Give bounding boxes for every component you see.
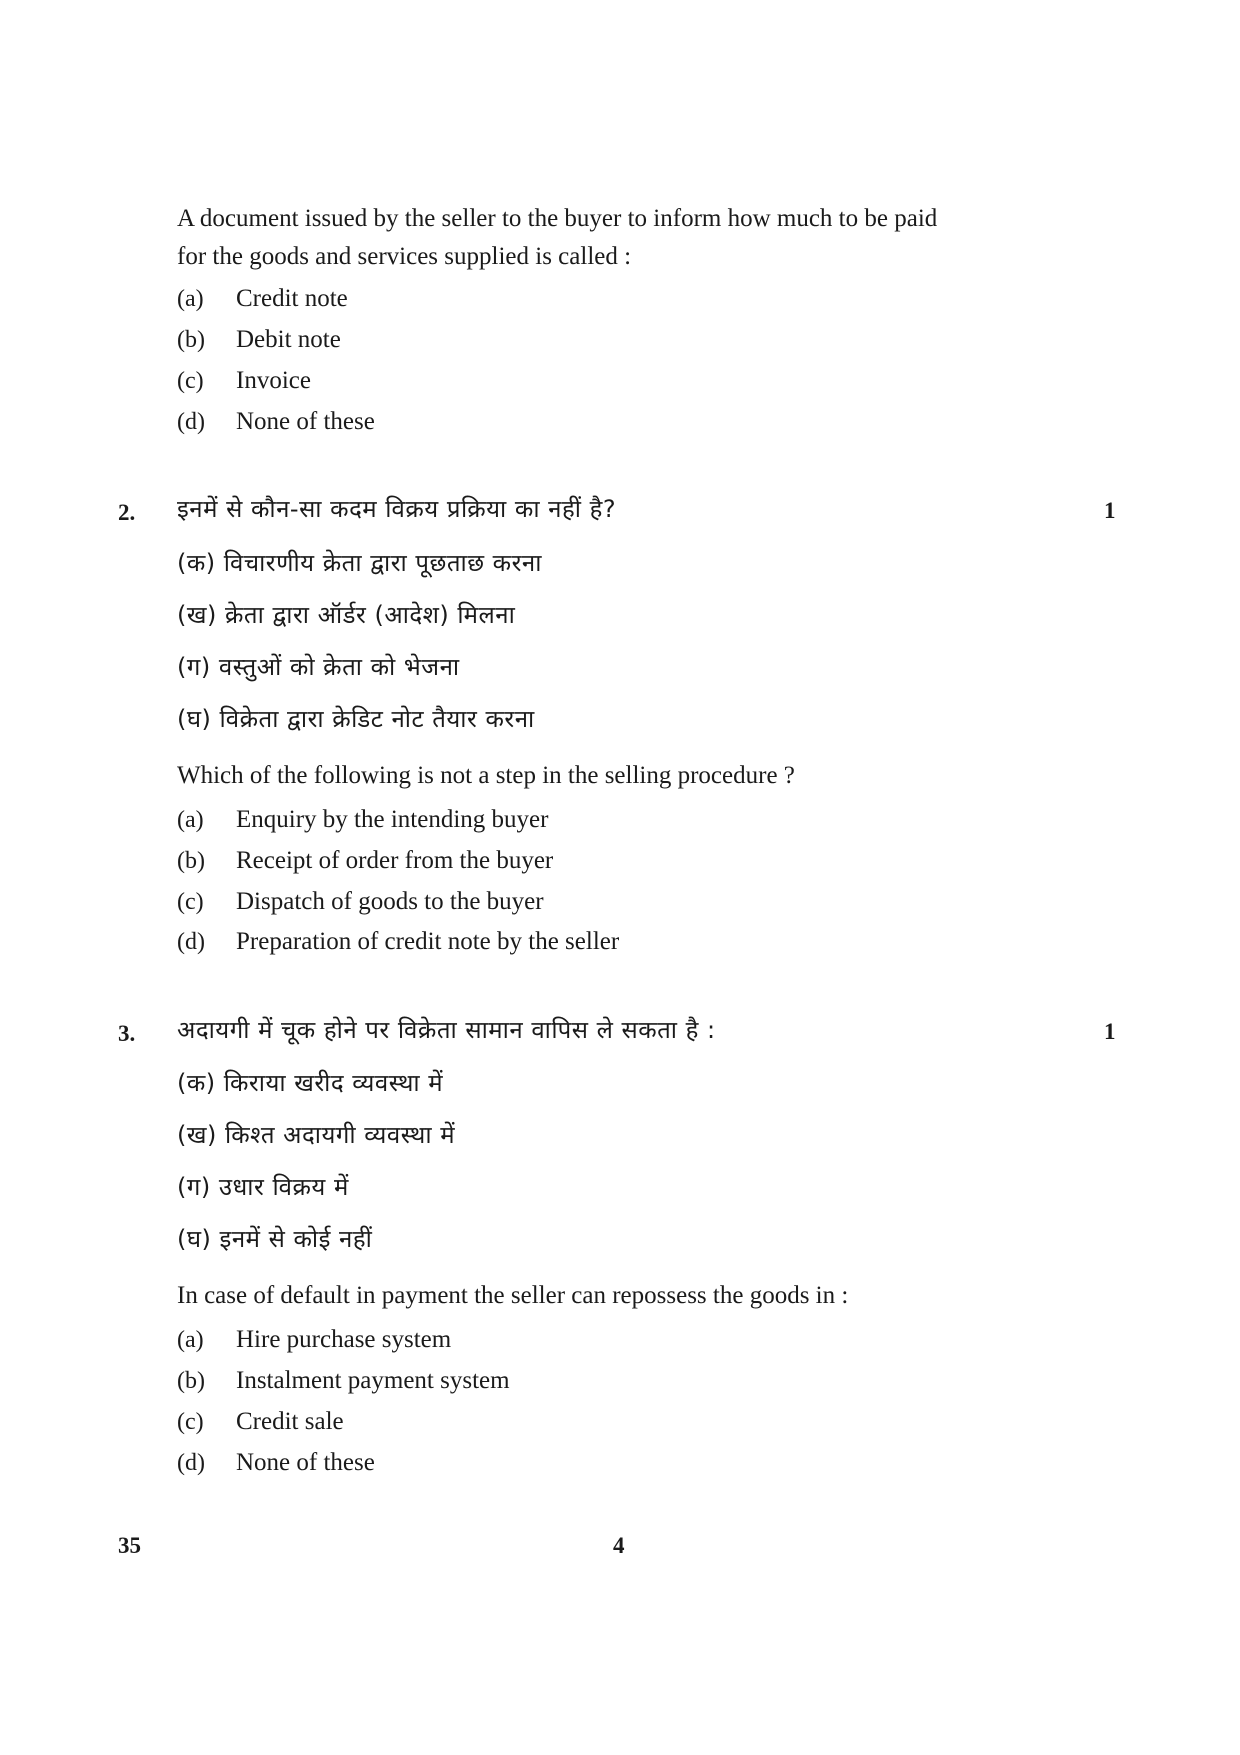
q3-option-a-text: Hire purchase system [236, 1326, 452, 1353]
q3-option-d-label: (d) [177, 1450, 205, 1476]
q2-option-d-text: Preparation of credit note by the seller [236, 928, 620, 955]
q2-option-c-text: Dispatch of goods to the buyer [236, 888, 544, 915]
q3-option-d-text: None of these [236, 1449, 375, 1476]
q3-hindi-text: अदायगी में चूक होने पर विक्रेता सामान वापिस ले सकता है : [177, 1016, 716, 1044]
q3-number: 3. [118, 1021, 136, 1046]
q1-option-c-label: (c) [177, 368, 204, 394]
q1-text-line1: A document issued by the seller to the buyer to inform how much to be paid [177, 205, 938, 232]
q2-hindi-option-ka: (क) विचारणीय क्रेता द्वारा पूछताछ करना [177, 549, 542, 577]
q2-option-a-label: (a) [177, 807, 204, 833]
page-number: 4 [613, 1533, 625, 1558]
q1-option-a-text: Credit note [236, 285, 348, 312]
q2-option-b-label: (b) [177, 848, 205, 874]
q3-option-c-label: (c) [177, 1409, 204, 1435]
q2-english-text: Which of the following is not a step in the selling procedure ? [177, 762, 795, 789]
q3-hindi-option-ka: (क) किराया खरीद व्यवस्था में [177, 1069, 444, 1097]
q3-option-b-label: (b) [177, 1368, 205, 1394]
q1-text-line2: for the goods and services supplied is called : [177, 243, 632, 270]
q1-option-d-text: None of these [236, 408, 375, 435]
q3-hindi-option-ga: (ग) उधार विक्रय में [177, 1173, 349, 1201]
q2-marks: 1 [1104, 498, 1116, 523]
q2-hindi-option-ga: (ग) वस्तुओं को क्रेता को भेजना [177, 653, 460, 681]
q1-option-a-label: (a) [177, 286, 204, 312]
q1-option-b-label: (b) [177, 327, 205, 353]
q3-marks: 1 [1104, 1019, 1116, 1044]
q2-option-c-label: (c) [177, 889, 204, 915]
q2-hindi-option-gha: (घ) विक्रेता द्वारा क्रेडिट नोट तैयार करना [177, 705, 535, 733]
q3-option-a-label: (a) [177, 1327, 204, 1353]
q2-hindi-option-kha: (ख) क्रेता द्वारा ऑर्डर (आदेश) मिलना [177, 601, 516, 629]
q3-option-c-text: Credit sale [236, 1408, 344, 1435]
paper-code: 35 [118, 1533, 141, 1558]
q2-option-a-text: Enquiry by the intending buyer [236, 806, 549, 833]
q2-number: 2. [118, 500, 136, 525]
q2-option-d-label: (d) [177, 929, 205, 955]
q3-hindi-option-kha: (ख) किश्त अदायगी व्यवस्था में [177, 1121, 456, 1149]
q3-hindi-option-gha: (घ) इनमें से कोई नहीं [177, 1225, 373, 1253]
q2-option-b-text: Receipt of order from the buyer [236, 847, 554, 874]
q1-option-c-text: Invoice [236, 367, 311, 394]
q1-option-b-text: Debit note [236, 326, 341, 353]
q3-english-text: In case of default in payment the seller can repossess the goods in : [177, 1282, 849, 1309]
q2-hindi-text: इनमें से कौन-सा कदम विक्रय प्रक्रिया का नहीं है? [177, 495, 617, 523]
q3-option-b-text: Instalment payment system [236, 1367, 510, 1394]
q1-option-d-label: (d) [177, 409, 205, 435]
